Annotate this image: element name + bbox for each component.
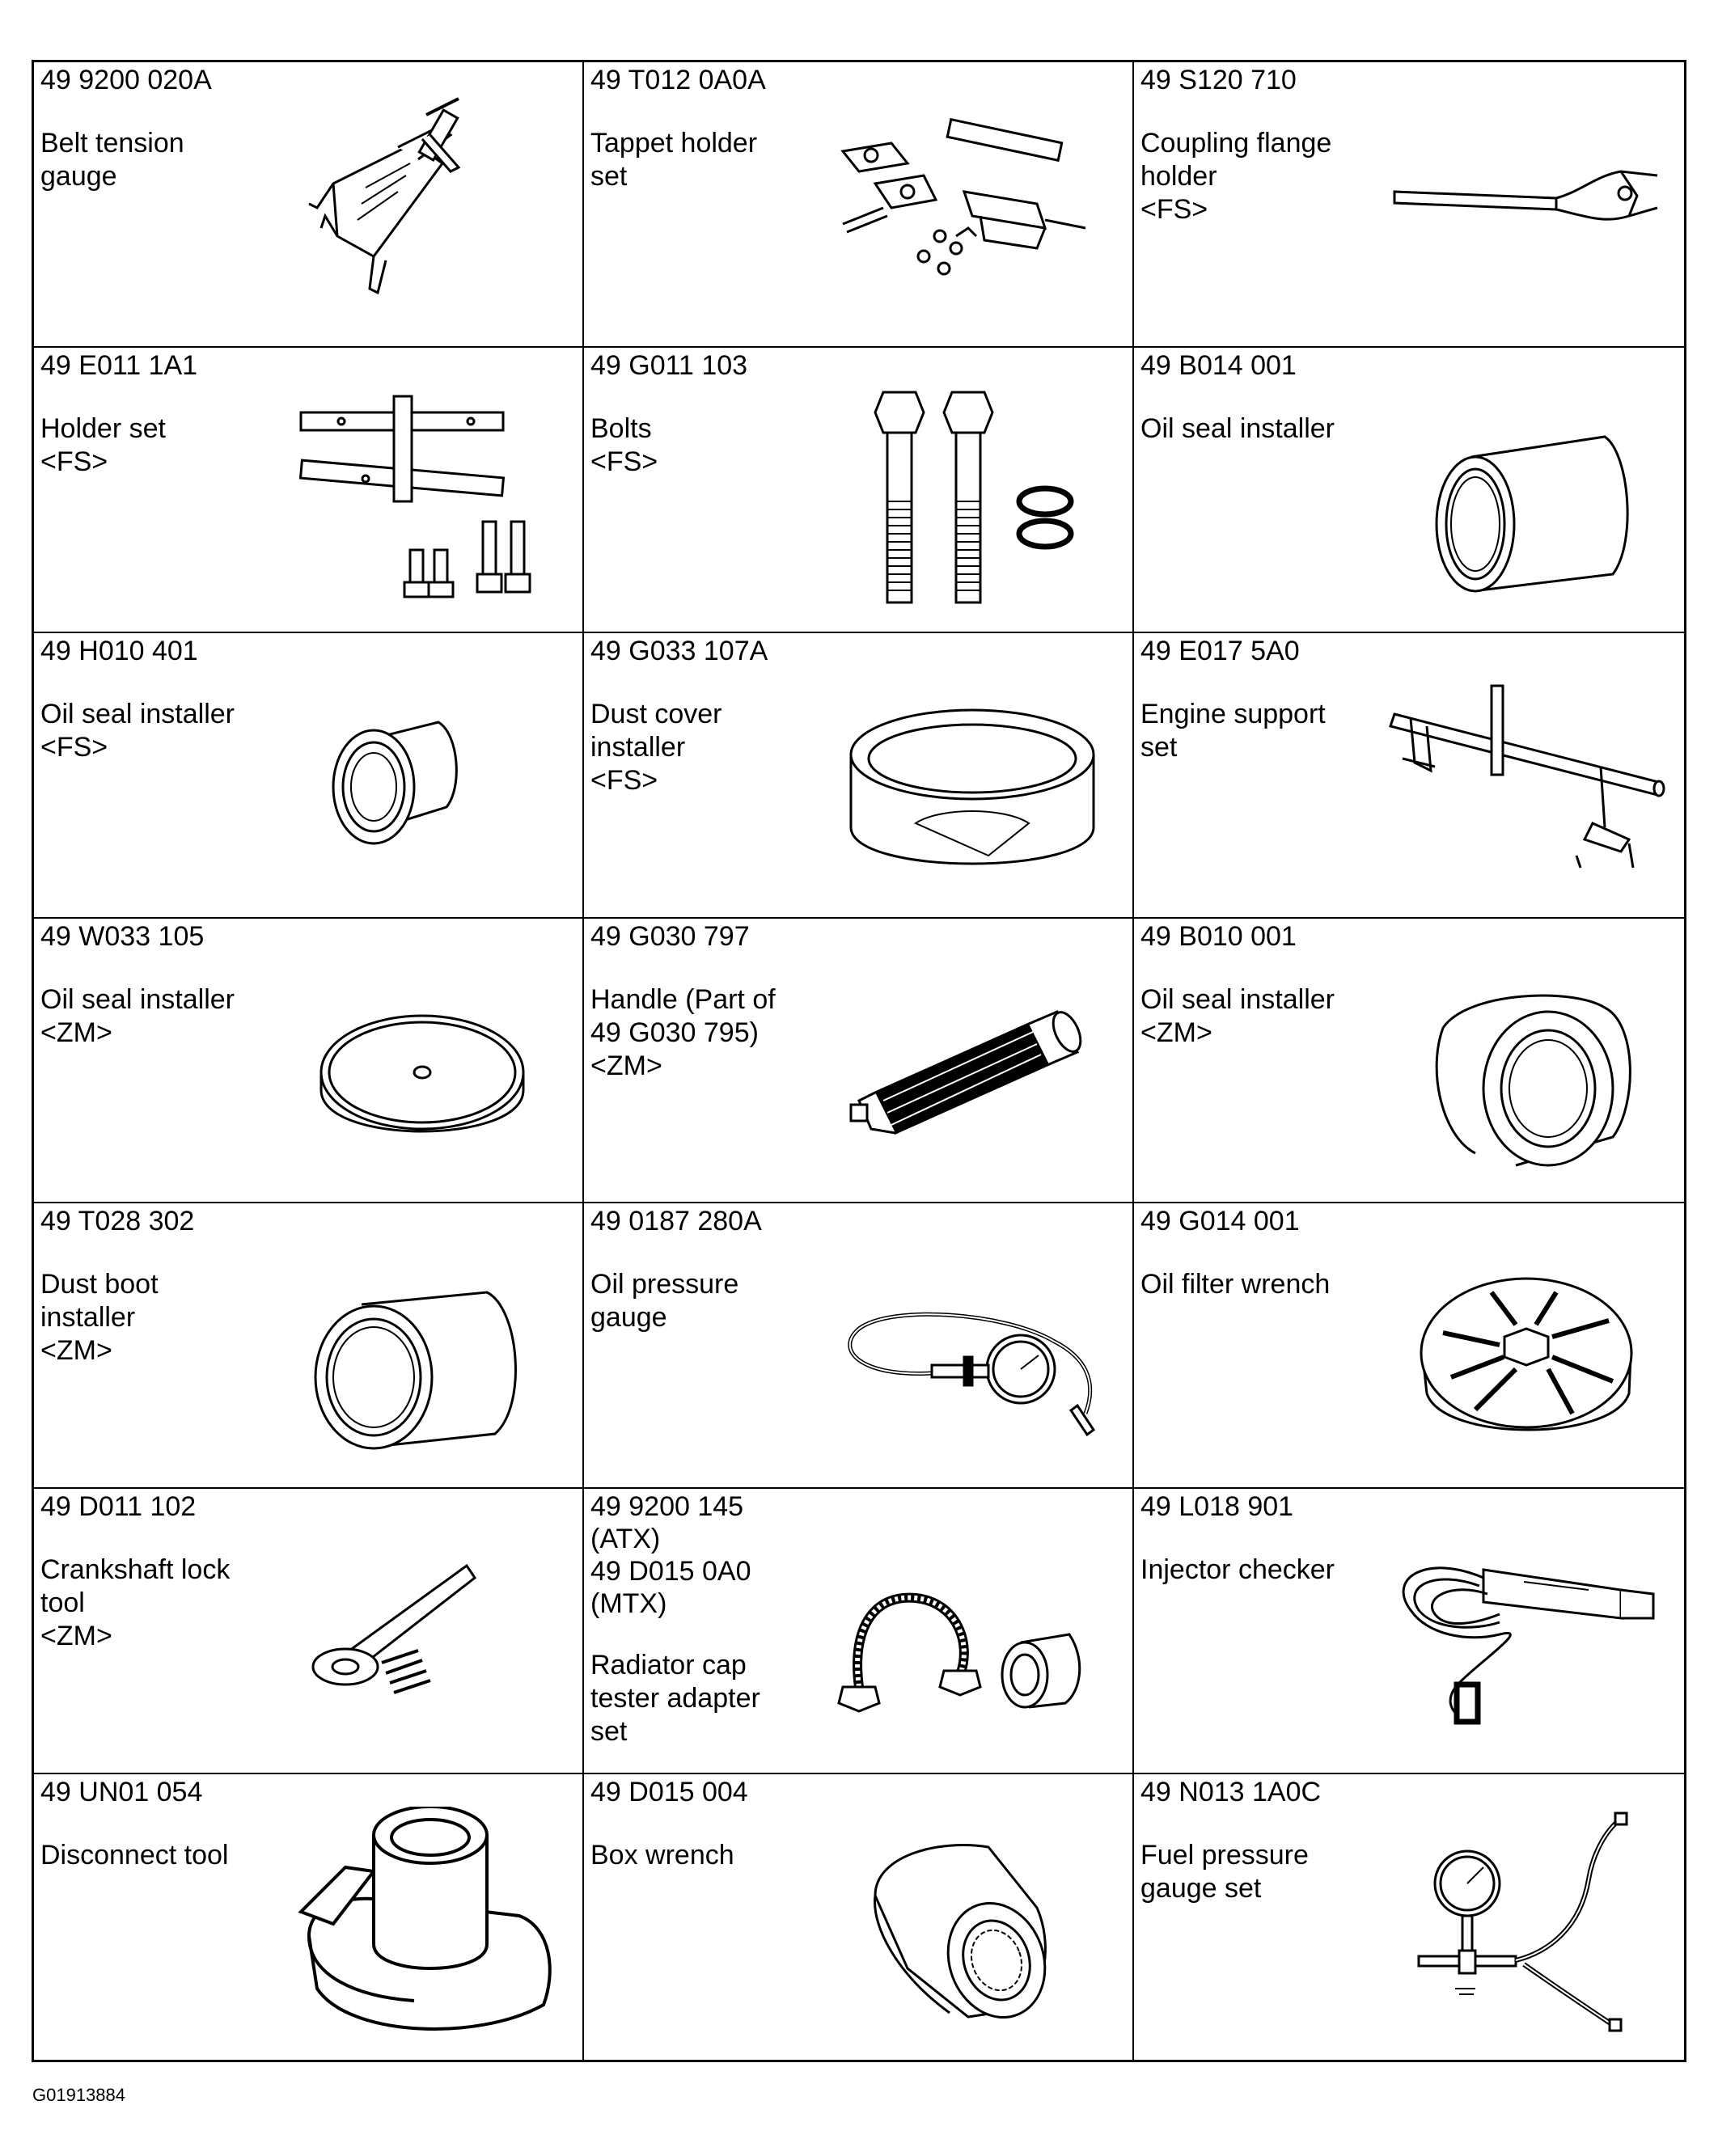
part-number: 49 G030 797 [590,920,750,952]
part-number: 49 0187 280A [590,1206,762,1237]
special-tools-table [32,60,1686,2062]
tool-name: Holder set <FS> [40,412,166,477]
tool-cell [34,348,584,633]
tool-name: Belt tension gauge [40,128,184,192]
part-number: 49 D015 004 [590,1777,748,1808]
tool-name: Fuel pressure gauge set [1140,1840,1309,1904]
tool-cell [34,62,584,348]
tool-name: Oil filter wrench [1140,1269,1331,1300]
dust-cover-installer-icon [827,666,1118,900]
tool-cell [584,1203,1134,1489]
dust-boot-installer-icon [277,1236,568,1470]
oil-filter-wrench-icon [1378,1236,1669,1470]
tool-cell [584,348,1134,633]
tool-name: Radiator cap tester adapter set [590,1650,760,1748]
tool-name: Bolts <FS> [590,412,658,477]
part-number: 49 B010 001 [1140,920,1297,952]
part-number: 49 UN01 054 [40,1777,203,1808]
oil-pressure-gauge-icon [827,1236,1118,1470]
tool-cell [584,919,1134,1204]
engine-support-set-icon [1378,666,1669,900]
tool-name: Box wrench [590,1840,734,1871]
handle-icon [827,951,1118,1186]
figure-id: G01913884 [32,2085,125,2105]
tool-name: Oil seal installer [1140,412,1335,444]
tool-cell [584,1489,1134,1774]
tool-cell [1134,62,1684,348]
part-number: 49 L018 901 [1140,1491,1294,1523]
part-number: 49 G033 107A [590,635,768,666]
part-number: 49 E017 5A0 [1140,635,1300,666]
tool-name: Disconnect tool [40,1840,229,1871]
coupling-flange-holder-icon [1378,95,1669,329]
tool-name: Tappet holder set [590,128,758,192]
part-number: 49 9200 145 (ATX) 49 D015 0A0 (MTX) [590,1491,751,1620]
tool-cell [34,919,584,1204]
part-number: 49 H010 401 [40,635,198,666]
fuel-pressure-gauge-set-icon [1378,1807,1669,2041]
part-number: 49 D011 102 [40,1491,197,1523]
tool-name: Engine support set [1140,698,1326,763]
injector-checker-icon [1378,1521,1669,1756]
tool-name: Oil seal installer <ZM> [1140,983,1335,1048]
bolts-icon [827,380,1118,615]
tool-cell [34,1774,584,2060]
tool-name: Dust boot installer <ZM> [40,1269,159,1367]
tool-cell [34,1489,584,1774]
crankshaft-lock-tool-icon [277,1521,568,1756]
tool-cell [34,1203,584,1489]
part-number: 49 N013 1A0C [1140,1777,1322,1808]
tool-cell [584,633,1134,919]
radiator-cap-adapter-icon [827,1521,1118,1756]
tool-cell [1134,633,1684,919]
part-number: 49 E011 1A1 [40,349,198,381]
tool-name: Coupling flange holder <FS> [1140,128,1332,225]
tool-cell [1134,1489,1684,1774]
part-number: 49 9200 020A [40,65,212,95]
belt-tension-gauge-icon [277,95,568,329]
tool-cell [1134,1774,1684,2060]
tool-name: Oil seal installer <ZM> [40,983,235,1048]
oil-seal-installer-icon [277,666,568,900]
part-number: 49 G014 001 [1140,1206,1300,1237]
tool-cell [34,633,584,919]
tool-name: Oil pressure gauge [590,1269,739,1334]
oil-seal-installer-disc-icon [277,951,568,1186]
tool-name: Crankshaft lock tool <ZM> [40,1554,231,1652]
tool-name: Dust cover installer <FS> [590,698,722,796]
part-number: 49 T012 0A0A [590,65,766,95]
oil-seal-installer-icon [1378,951,1669,1186]
tappet-holder-set-icon [827,95,1118,329]
holder-set-icon [277,380,568,615]
tool-cell [1134,348,1684,633]
tool-name: Injector checker [1140,1554,1335,1586]
part-number: 49 G011 103 [590,349,748,381]
part-number: 49 S120 710 [1140,65,1297,95]
tool-cell [1134,919,1684,1204]
disconnect-tool-icon [277,1807,568,2041]
tool-cell [584,62,1134,348]
tool-cell [584,1774,1134,2060]
part-number: 49 T028 302 [40,1206,195,1237]
tool-name: Handle (Part of 49 G030 795) <ZM> [590,983,776,1081]
oil-seal-installer-icon [1378,380,1669,615]
part-number: 49 B014 001 [1140,349,1297,381]
part-number: 49 W033 105 [40,920,205,952]
box-wrench-icon [827,1807,1118,2041]
tool-cell [1134,1203,1684,1489]
tool-name: Oil seal installer <FS> [40,698,235,763]
